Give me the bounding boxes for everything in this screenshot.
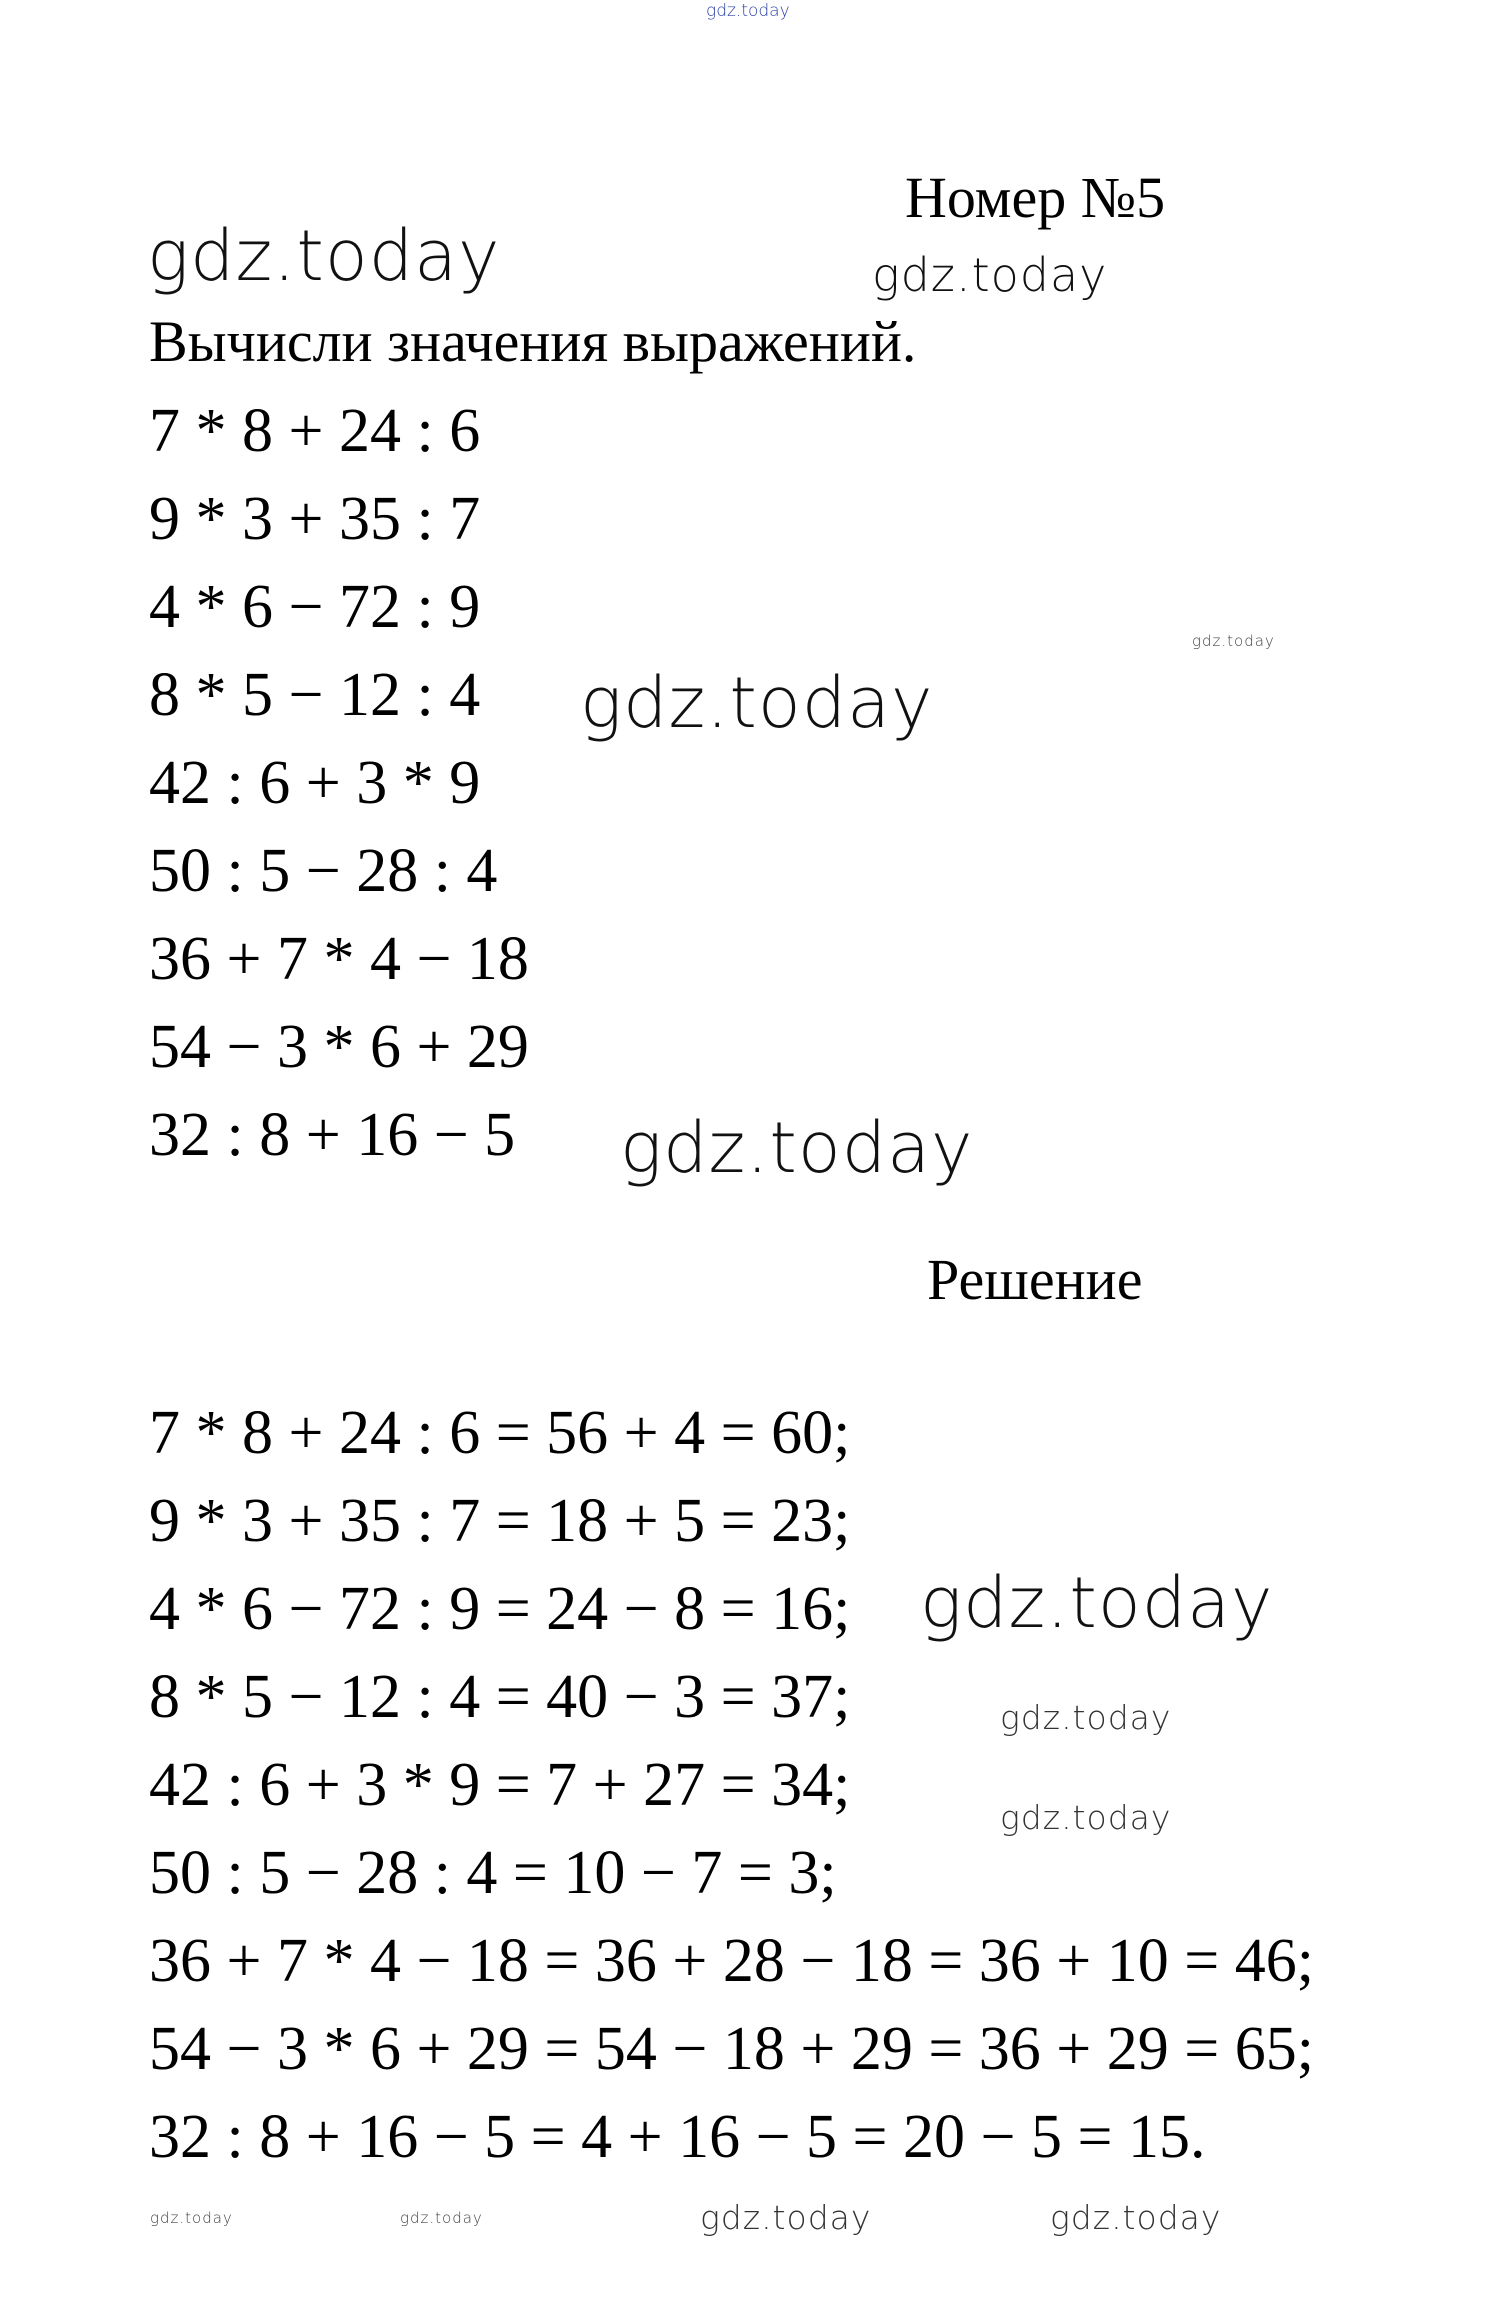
watermark: gdz.today	[400, 2209, 483, 2227]
expression-line: 32 : 8 + 16 − 5	[149, 1101, 516, 1169]
expression-line: 50 : 5 − 28 : 4	[149, 837, 498, 905]
expression-line: 7 * 8 + 24 : 6	[149, 397, 481, 465]
solution-line: 50 : 5 − 28 : 4 = 10 − 7 = 3;	[149, 1839, 837, 1907]
problem-title: Номер №5	[905, 165, 1166, 230]
expression-line: 36 + 7 * 4 − 18	[149, 925, 529, 993]
solution-line: 54 − 3 * 6 + 29 = 54 − 18 + 29 = 36 + 29 = 65;	[149, 2015, 1314, 2083]
expression-line: 4 * 6 − 72 : 9	[149, 573, 481, 641]
solution-line: 36 + 7 * 4 − 18 = 36 + 28 − 18 = 36 + 10 = 46;	[149, 1927, 1314, 1995]
watermark: gdz.today	[1000, 1698, 1172, 1737]
watermark: gdz.today	[580, 662, 934, 744]
task-text: Вычисли значения выражений.	[149, 309, 917, 374]
watermark: gdz.today	[1050, 2198, 1222, 2237]
watermark: gdz.today	[147, 215, 501, 297]
watermark: gdz.today	[872, 248, 1108, 302]
watermark: gdz.today	[700, 2198, 872, 2237]
expression-line: 42 : 6 + 3 * 9	[149, 749, 481, 817]
watermark: gdz.today	[620, 1107, 974, 1189]
expression-line: 9 * 3 + 35 : 7	[149, 485, 481, 553]
watermark: gdz.today	[1000, 1798, 1172, 1837]
solution-line: 32 : 8 + 16 − 5 = 4 + 16 − 5 = 20 − 5 = 15.	[149, 2103, 1206, 2171]
watermark-top: gdz.today	[706, 1, 790, 21]
solution-line: 7 * 8 + 24 : 6 = 56 + 4 = 60;	[149, 1399, 851, 1467]
watermark: gdz.today	[920, 1562, 1274, 1644]
solution-line: 8 * 5 − 12 : 4 = 40 − 3 = 37;	[149, 1663, 851, 1731]
solution-line: 9 * 3 + 35 : 7 = 18 + 5 = 23;	[149, 1487, 851, 1555]
solution-line: 4 * 6 − 72 : 9 = 24 − 8 = 16;	[149, 1575, 851, 1643]
watermark: gdz.today	[1192, 632, 1275, 650]
expression-line: 8 * 5 − 12 : 4	[149, 661, 481, 729]
expression-line: 54 − 3 * 6 + 29	[149, 1013, 529, 1081]
watermark: gdz.today	[150, 2209, 233, 2227]
solution-title: Решение	[927, 1247, 1143, 1312]
solution-line: 42 : 6 + 3 * 9 = 7 + 27 = 34;	[149, 1751, 851, 1819]
